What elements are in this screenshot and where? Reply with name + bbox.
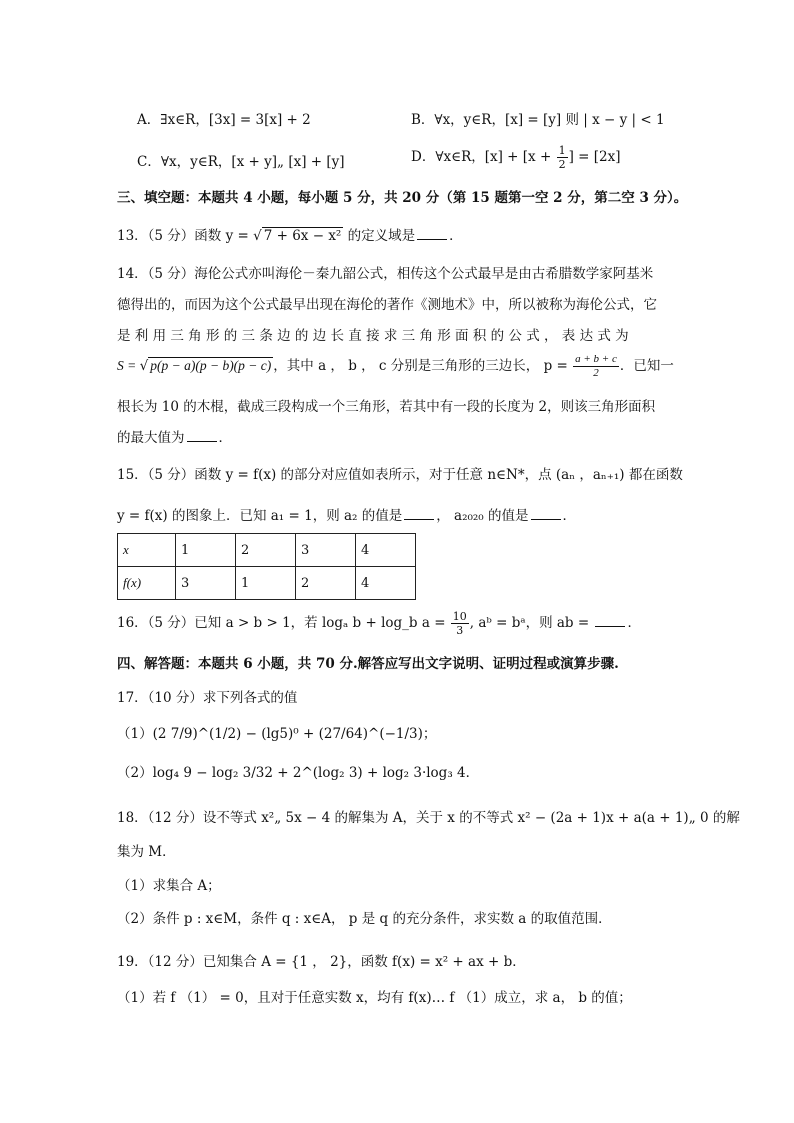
fraction-numerator: 1: [558, 144, 566, 157]
table-cell: 1: [176, 534, 236, 567]
option-d-pre: D．∀x∈R，[x] + [x +: [411, 149, 556, 165]
table-cell: 2: [296, 567, 356, 600]
table-cell: 2: [236, 534, 296, 567]
q19-line-1: 19．（12 分）已知集合 A = {1 ， 2}，函数 f(x) = x² + ax + b．: [117, 954, 526, 970]
answer-blank: [595, 625, 625, 627]
table-cell: 3: [176, 567, 236, 600]
table-row: [118, 567, 416, 600]
fraction-numerator: 10: [452, 610, 467, 623]
q16-fraction: [451, 610, 469, 637]
q14-l6-text: 的最大值为: [117, 430, 185, 446]
q13-pre: 13．（5 分）函数 y =: [117, 228, 254, 244]
q14-line-6: 的最大值为 ．: [117, 430, 232, 446]
q14-l4-mid: ，其中 a ， b ， c 分别是三角形的三边长， p =: [273, 358, 573, 374]
option-a: A．∃x∈R，[3x] = 3[x] + 2: [137, 112, 311, 128]
value-table: [117, 533, 416, 600]
option-b: B．∀x，y∈R，[x] = [y] 则 | x − y | < 1: [411, 112, 665, 128]
q16-post: , aᵇ = bᵃ，则 ab =: [469, 615, 594, 631]
answer-blank: [404, 518, 434, 520]
option-d-fraction: [557, 144, 568, 171]
fraction-numerator: a + b + c: [575, 353, 617, 365]
section-4-heading: 四、解答题：本题共 6 小题，共 70 分.解答应写出文字说明、证明过程或演算步骤.: [117, 656, 619, 672]
fraction-denominator: 2: [558, 158, 566, 171]
table-cell: f(x): [118, 567, 176, 600]
q13-post: 的定义域是: [343, 228, 416, 244]
q18-part-1: （1）求集合 A；: [117, 878, 221, 894]
q13-radicand: 7 + 6x − x²: [263, 228, 342, 244]
q17-part-1: （1）(2 7/9)^(1/2) − (lg5)⁰ + (27/64)^(−1/3)；: [117, 726, 437, 742]
option-c: C．∀x，y∈R，[x + y]„ [x] + [y]: [137, 154, 345, 170]
answer-blank: [531, 518, 561, 520]
q16-pre: 16．（5 分）已知 a > b > 1，若 logₐ b + log_b a =: [117, 615, 450, 631]
fraction-denominator: 3: [456, 624, 464, 637]
table-cell: 3: [296, 534, 356, 567]
question-13: 13．（5 分）函数 y = √ 7 + 6x − x² 的定义域是 ．: [117, 228, 463, 244]
q18-part-2: （2）条件 p : x∈M，条件 q : x∈A， p 是 q 的充分条件，求实数 a 的取值范围．: [117, 911, 612, 927]
q17-title: 17．（10 分）求下列各式的值: [117, 690, 298, 706]
q19-part-1: （1）若 f （1） = 0，且对于任意实数 x，均有 f(x)… f （1）成立，求 a， b 的值；: [117, 990, 632, 1006]
answer-blank: [187, 440, 217, 442]
q18-line-1: 18．（12 分）设不等式 x²„ 5x − 4 的解集为 A，关于 x 的不等式 x² − (2a + 1)x + a(a + 1)„ 0 的解: [117, 810, 740, 826]
option-d: [411, 144, 620, 171]
q14-line-4: S = √ p(p − a)(p − b)(p − c) ，其中 a ， b ， c 分别是三角形的三边长， p = $\frac{a + b + c}{2}$ ．已知一: [117, 353, 674, 379]
q17-part-2: （2）log₄ 9 − log₂ 3/32 + 2^(log₂ 3) + log₂ 3·log₃ 4．: [117, 765, 480, 781]
q14-line-3: 是 利 用 三 角 形 的 三 条 边 的 边 长 直 接 求 三 角 形 面 积 的 公 式 ， 表 达 式 为: [117, 328, 629, 344]
q14-l4-pre: S =: [117, 358, 140, 373]
table-row: [118, 534, 416, 567]
fraction-denominator: 2: [593, 367, 599, 379]
question-16: 16．（5 分）已知 a > b > 1，若 logₐ b + log_b a = $\frac{10}{3}$ , aᵇ = bᵃ，则 ab = ．: [117, 610, 641, 637]
q14-l4-post: ．已知一: [619, 358, 674, 374]
q15-line-1: 15．（5 分）函数 y = f(x) 的部分对应值如表所示，对于任意 n∈N*，点 (aₙ ，aₙ₊₁) 都在函数: [117, 467, 683, 483]
q14-fraction: [573, 353, 619, 380]
table-cell: 4: [356, 567, 416, 600]
q15-line-2: y = f(x) 的图象上．已知 a₁ = 1，则 a₂ 的值是 ， a₂₀₂₀ 的值是 ．: [117, 508, 577, 524]
option-d-post: ] = [2x]: [568, 149, 621, 165]
q14-line-5: 根长为 10 的木棍，截成三段构成一个三角形，若其中有一段的长度为 2，则该三角形面积: [117, 399, 656, 415]
table-cell: 1: [236, 567, 296, 600]
q15-l2-pre: y = f(x) 的图象上．已知 a₁ = 1，则 a₂ 的值是: [117, 508, 403, 524]
q18-line-2: 集为 M．: [117, 844, 176, 860]
answer-blank: [417, 238, 447, 240]
q14-l4-radicand: p(p − a)(p − b)(p − c): [150, 358, 272, 373]
table-cell: x: [118, 534, 176, 567]
q14-line-1: 14．（5 分）海伦公式亦叫海伦－秦九韶公式，相传这个公式最早是由古希腊数学家阿基米: [117, 266, 654, 282]
q14-line-2: 德得出的，而因为这个公式最早出现在海伦的著作《测地术》中，所以被称为海伦公式，它: [117, 297, 657, 313]
table-cell: 4: [356, 534, 416, 567]
section-3-heading: 三、填空题：本题共 4 小题，每小题 5 分，共 20 分（第 15 题第一空 2 分，第二空 3 分）。: [117, 190, 688, 206]
q15-l2-mid: ， a₂₀₂₀ 的值是: [436, 508, 529, 524]
